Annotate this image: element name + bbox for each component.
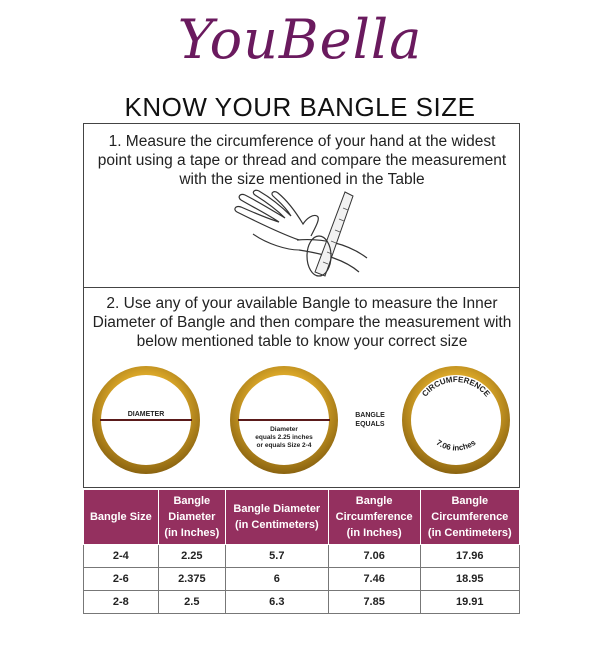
header-bangle-size: Bangle Size — [84, 490, 159, 545]
table-row — [84, 545, 520, 568]
bangle-diagrams — [84, 360, 521, 480]
table-row — [84, 591, 520, 614]
table-row — [84, 568, 520, 591]
cell-circ-in: 7.46 — [328, 568, 420, 591]
cell-diameter-cm: 6 — [225, 568, 328, 591]
cell-circ-in: 7.06 — [328, 545, 420, 568]
bangle-size-table — [83, 489, 520, 614]
header-diameter-inches: Bangle Diameter (in Inches) — [158, 490, 225, 545]
cell-circ-in: 7.85 — [328, 591, 420, 614]
diameter-note-1: Diameter — [270, 426, 298, 433]
bangle-equals-1: BANGLE — [355, 412, 385, 419]
table-header-row — [84, 490, 520, 545]
step-1-panel — [83, 123, 520, 288]
cell-size: 2-6 — [84, 568, 159, 591]
cell-diameter-in: 2.25 — [158, 545, 225, 568]
bangle-circumference-ring — [402, 366, 510, 474]
cell-size: 2-8 — [84, 591, 159, 614]
circumference-label: CIRCUMFERENCE — [420, 374, 492, 399]
step-2-panel — [83, 288, 520, 488]
circumference-value: 7.06 inches — [434, 438, 478, 453]
cell-diameter-in: 2.5 — [158, 591, 225, 614]
header-circumference-inches: Bangle Circumference (in Inches) — [328, 490, 420, 545]
page-title: KNOW YOUR BANGLE SIZE — [124, 92, 476, 122]
cell-circ-cm: 19.91 — [420, 591, 519, 614]
diameter-note-3: or equals Size 2-4 — [256, 442, 312, 449]
diameter-note-2: equals 2.25 inches — [255, 434, 313, 441]
header-diameter-cm: Bangle Diameter (in Centimeters) — [225, 490, 328, 545]
cell-diameter-cm: 6.3 — [225, 591, 328, 614]
step-2-text: 2. Use any of your available Bangle to measure the Inner Diameter of Bangle and then compare the measurement with below mentioned table to know your correct size — [92, 295, 512, 350]
bangle-diameter-ring — [92, 366, 200, 474]
bangle-equals-2: EQUALS — [355, 421, 385, 428]
header-circumference-cm: Bangle Circumference (in Centimeters) — [420, 490, 519, 545]
cell-diameter-cm: 5.7 — [225, 545, 328, 568]
cell-diameter-in: 2.375 — [158, 568, 225, 591]
cell-circ-cm: 17.96 — [420, 545, 519, 568]
hand-measure-illustration — [227, 188, 377, 278]
youbella-logo: YouBella — [177, 8, 423, 71]
cell-circ-cm: 18.95 — [420, 568, 519, 591]
diameter-label: DIAMETER — [127, 411, 165, 418]
bangle-diameter-value-ring — [230, 366, 338, 474]
cell-size: 2-4 — [84, 545, 159, 568]
step-1-text: 1. Measure the circumference of your hand at the widest point using a tape or thread and compare the measurement with the size mentioned in the Table — [97, 133, 507, 188]
